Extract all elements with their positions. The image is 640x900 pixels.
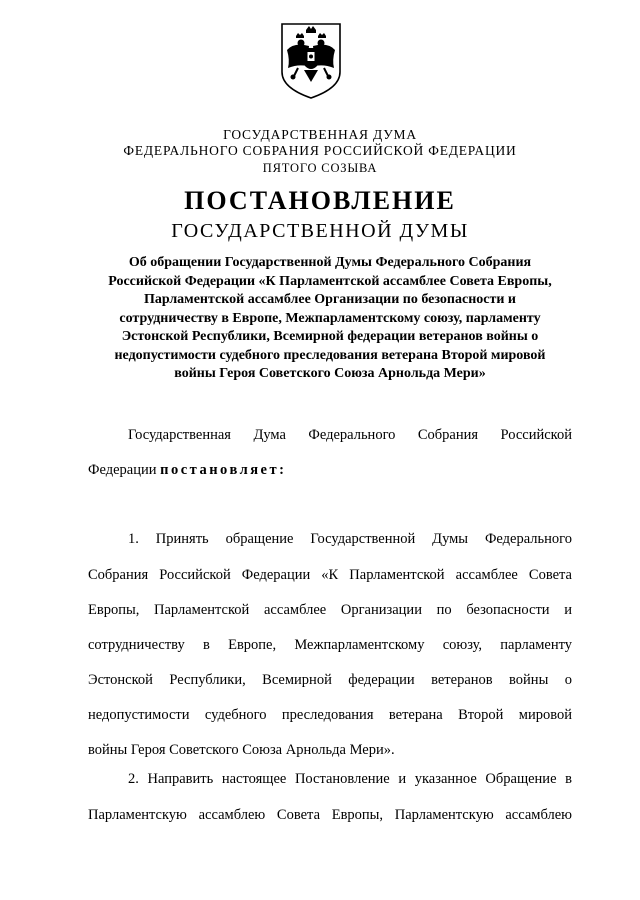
item-2-paragraph xyxy=(88,806,572,824)
subject-line: сотрудничеству в Европе, Межпарламентскому союзу, парламенту xyxy=(119,310,541,326)
item-1-first-line xyxy=(128,530,572,548)
coat-of-arms-emblem xyxy=(276,16,346,100)
subject-line: Парламентской ассамблее Организации по безопасности и xyxy=(144,292,516,307)
item-1-paragraph xyxy=(88,566,572,759)
item-1-line: Европы, Парламентской ассамблее Организации по безопасности и xyxy=(88,602,572,618)
item-1-line: Собрания Российской Федерации «К Парламентской ассамблее Совета xyxy=(88,567,572,583)
item-2-first-line xyxy=(128,770,572,788)
item-2-line: 2. Направить настоящее Постановление и указанное Обращение в xyxy=(128,771,572,787)
subject-line: Российской Федерации «К Парламентской ассамблее Совета Европы, xyxy=(108,273,552,289)
item-1-line: Эстонской Республики, Всемирной федерации ветеранов войны о xyxy=(88,672,572,688)
item-1-line: войны Героя Советского Союза Арнольда Мери». xyxy=(88,742,395,758)
intro-paragraph xyxy=(128,426,572,444)
document-subject xyxy=(80,254,580,384)
item-2-line: Парламентскую ассамблею Совета Европы, Парламентскую ассамблею xyxy=(88,807,572,823)
intro-line-2-start: Федерации xyxy=(88,462,161,478)
org-name-line-1: ГОСУДАРСТВЕННАЯ ДУМА xyxy=(223,127,417,142)
subject-line: недопустимости судебного преследования ветерана Второй мировой xyxy=(114,347,546,363)
item-1-line: сотрудничеству в Европе, Межпарламентскому союзу, парламенту xyxy=(88,637,572,653)
convocation-line: ПЯТОГО СОЗЫВА xyxy=(262,161,378,175)
item-1-line: 1. Принять обращение Государственной Думы Федерального xyxy=(128,531,572,547)
resolves-keyword: постановляет: xyxy=(160,462,287,478)
document-type-subtitle: ГОСУДАРСТВЕННОЙ ДУМЫ xyxy=(171,220,469,242)
org-name-line-2: ФЕДЕРАЛЬНОГО СОБРАНИЯ РОССИЙСКОЙ ФЕДЕРАЦИИ xyxy=(123,143,517,158)
item-1-line: недопустимости судебного преследования ветерана Второй мировой xyxy=(88,707,572,723)
intro-line-1: Государственная Дума Федерального Собрания Российской xyxy=(128,427,572,443)
subject-line: войны Героя Советского Союза Арнольда Мери» xyxy=(174,366,486,381)
document-type-title: ПОСТАНОВЛЕНИЕ xyxy=(184,186,456,215)
subject-line: Эстонской Республики, Всемирной федерации ветеранов войны о xyxy=(121,329,539,344)
subject-line: Об обращении Государственной Думы Федерального Собрания xyxy=(128,255,532,270)
intro-paragraph-cont xyxy=(88,461,572,479)
